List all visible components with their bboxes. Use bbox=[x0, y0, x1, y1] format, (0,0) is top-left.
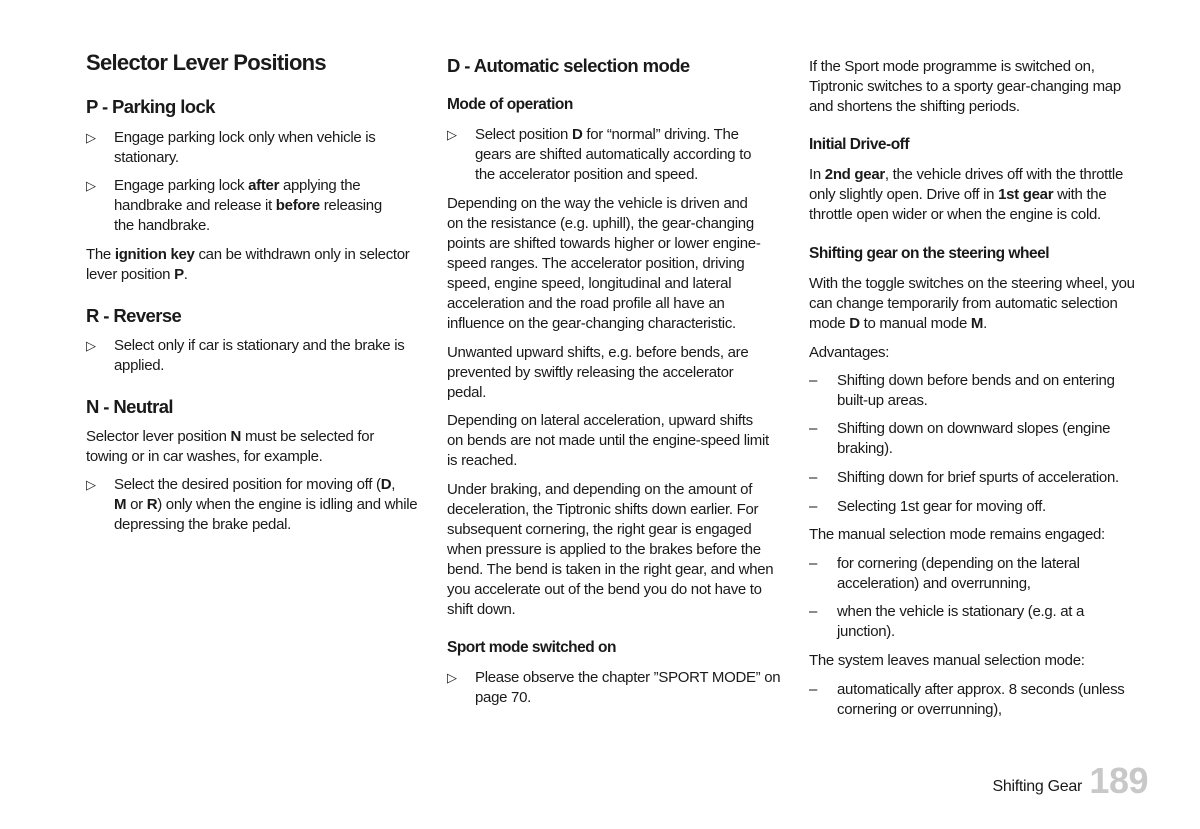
page-title: Selector Lever Positions bbox=[86, 50, 326, 75]
subheading-steering-wheel: Shifting gear on the steering wheel bbox=[809, 245, 1050, 262]
list-item: – for cornering (depending on the lateral acceleration) and overrunning, bbox=[809, 555, 1080, 592]
list-item: – Shifting down on downward slopes (engine braking). bbox=[809, 420, 1111, 457]
paragraph-lateral-acceleration: Depending on lateral acceleration, upward shifts on bends are not made until the engine-speed limit is reached. bbox=[447, 412, 769, 469]
list-item: ▷ Select position D for “normal” driving. The gears are shifted automatically according to the accelerator position and speed. bbox=[447, 126, 752, 183]
steering-wheel-paragraph: With the toggle switches on the steering wheel, you can change temporarily from automatic selection mode D to manual mode M. bbox=[809, 275, 1135, 332]
dash-bullet-icon: – bbox=[809, 681, 818, 698]
page-number: 189 bbox=[1089, 760, 1148, 801]
list-item: ▷ Select only if car is stationary and the brake is applied. bbox=[86, 337, 405, 374]
dash-bullet-icon: – bbox=[809, 555, 818, 572]
advantages-label: Advantages: bbox=[809, 344, 890, 361]
triangle-bullet-icon: ▷ bbox=[86, 130, 96, 145]
section-heading-parking-lock: P - Parking lock bbox=[86, 96, 215, 117]
dash-bullet-icon: – bbox=[809, 603, 818, 620]
triangle-bullet-icon: ▷ bbox=[86, 338, 96, 353]
footer-section-title: Shifting Gear bbox=[992, 778, 1082, 795]
ignition-key-note: The ignition key can be withdrawn only in selector lever position P. bbox=[86, 246, 410, 283]
paragraph-gear-changing-points: Depending on the way the vehicle is driven and on the resistance (e.g. uphill), the gear-changing points are shifted towards higher or lower engine- speed ranges. The accelerator position, driving speed, engine speed, longitudinal and lateral acceleration and the road profile all have an influence on the gear-changing characteristic. bbox=[447, 195, 761, 332]
triangle-bullet-icon: ▷ bbox=[86, 178, 96, 193]
subheading-mode-of-operation: Mode of operation bbox=[447, 96, 573, 113]
subheading-initial-drive-off: Initial Drive-off bbox=[809, 136, 910, 153]
list-item: – Shifting down before bends and on entering built-up areas. bbox=[809, 372, 1115, 409]
list-item: – Shifting down for brief spurts of acceleration. bbox=[809, 469, 1119, 486]
dash-bullet-icon: – bbox=[809, 420, 818, 437]
sport-mode-intro: If the Sport mode programme is switched on, Tiptronic switches to a sporty gear-changing map and shortens the shifting periods. bbox=[809, 58, 1121, 115]
list-item: ▷ Engage parking lock only when vehicle is stationary. bbox=[86, 129, 376, 166]
list-item: ▷ Please observe the chapter ”SPORT MODE” on page 70. bbox=[447, 669, 781, 706]
list-item: – automatically after approx. 8 seconds (unless cornering or overrunning), bbox=[809, 681, 1125, 718]
subheading-sport-mode: Sport mode switched on bbox=[447, 639, 616, 656]
triangle-bullet-icon: ▷ bbox=[86, 477, 96, 492]
triangle-bullet-icon: ▷ bbox=[447, 670, 457, 685]
section-heading-automatic-mode: D - Automatic selection mode bbox=[447, 55, 690, 76]
drive-off-paragraph: In 2nd gear, the vehicle drives off with the throttle only slightly open. Drive off in 1st gear with the throttle open wider or when the engine is cold. bbox=[809, 166, 1123, 223]
section-heading-neutral: N - Neutral bbox=[86, 396, 173, 417]
manual-mode-remains-label: The manual selection mode remains engaged: bbox=[809, 526, 1105, 543]
dash-bullet-icon: – bbox=[809, 372, 818, 389]
neutral-paragraph: Selector lever position N must be selected for towing or in car washes, for example. bbox=[86, 428, 375, 465]
list-item: ▷ Select the desired position for moving off (D, M or R) only when the engine is idling and while depressing the brake pedal. bbox=[86, 476, 418, 533]
triangle-bullet-icon: ▷ bbox=[447, 127, 457, 142]
paragraph-braking: Under braking, and depending on the amount of deceleration, the Tiptronic shifts down earlier. For subsequent cornering, the right gear is engaged when pressure is applied to the brakes before the bend. The bend is taken in the right gear, and when you accelerate out of the bend you do not have to shift down. bbox=[447, 481, 774, 618]
list-item: – Selecting 1st gear for moving off. bbox=[809, 498, 1046, 515]
list-item: ▷ Engage parking lock after applying the handbrake and release it before releasing the handbrake. bbox=[86, 177, 382, 234]
section-heading-reverse: R - Reverse bbox=[86, 305, 182, 326]
list-item: – when the vehicle is stationary (e.g. at a junction). bbox=[809, 603, 1085, 640]
system-leaves-label: The system leaves manual selection mode: bbox=[809, 652, 1085, 669]
paragraph-unwanted-shifts: Unwanted upward shifts, e.g. before bends, are prevented by swiftly releasing the accelerator pedal. bbox=[447, 344, 749, 401]
dash-bullet-icon: – bbox=[809, 469, 818, 486]
dash-bullet-icon: – bbox=[809, 498, 818, 515]
